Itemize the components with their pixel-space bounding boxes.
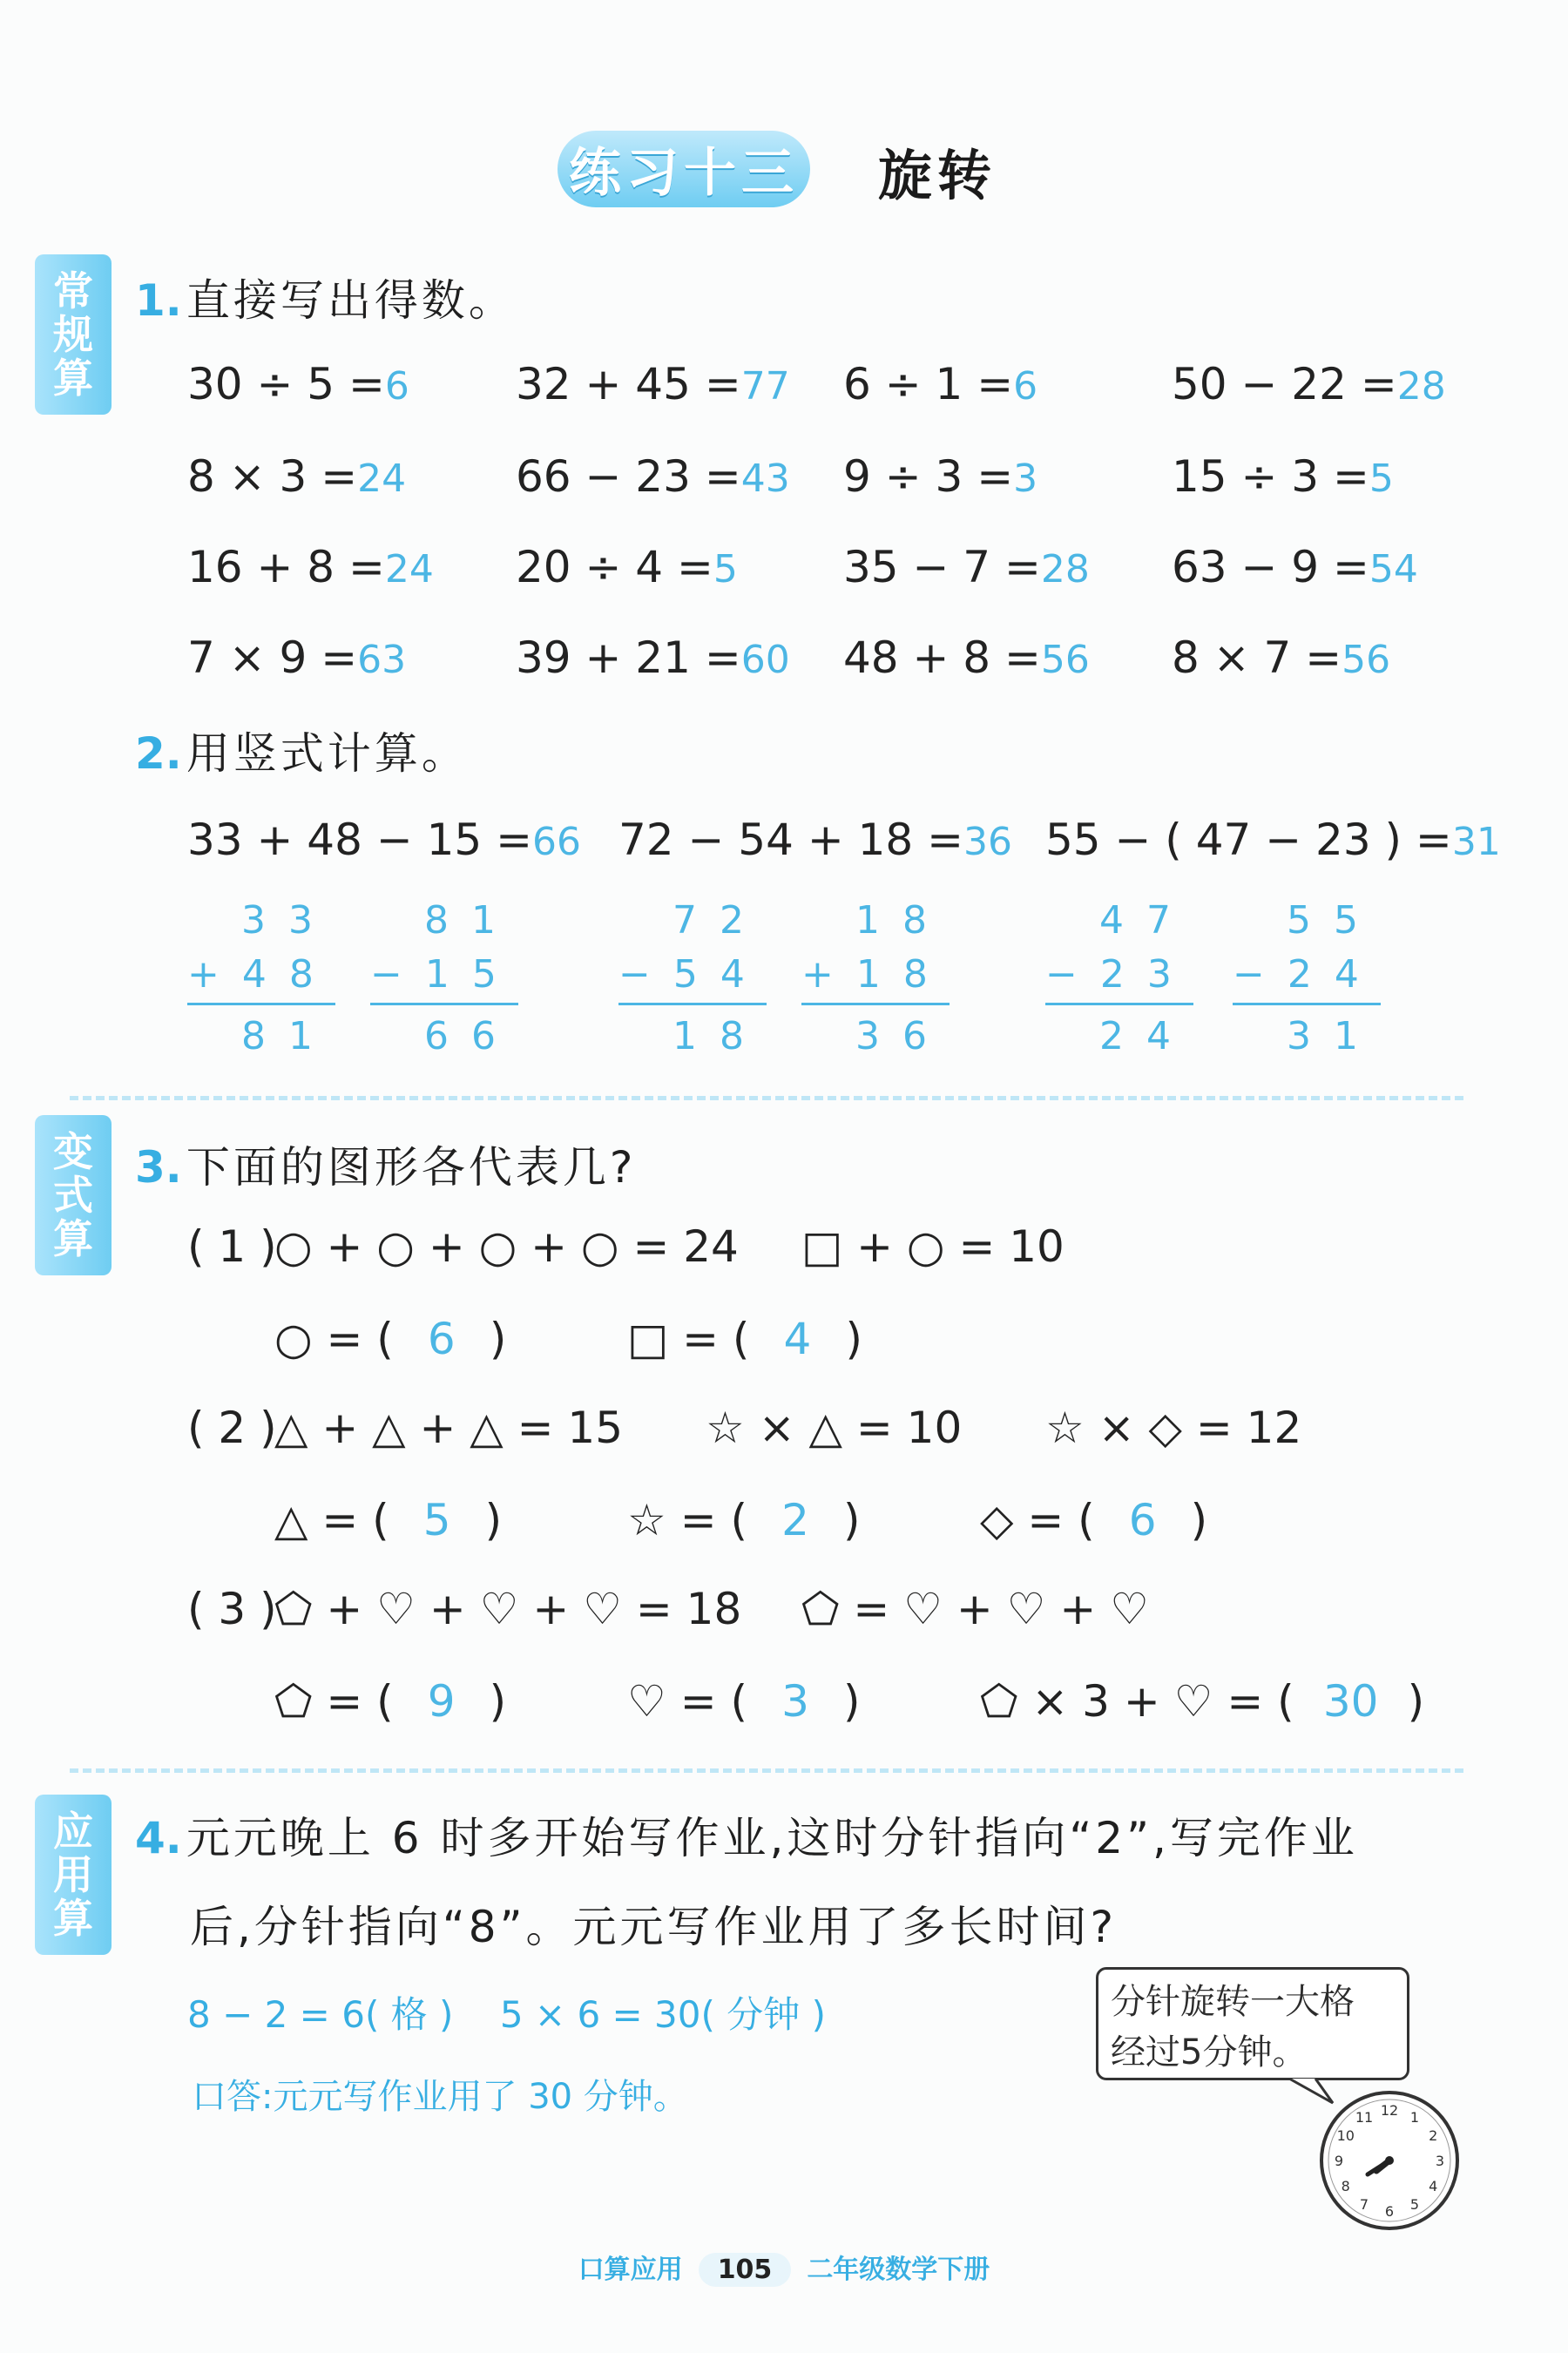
tag-char: 常: [53, 267, 93, 314]
vc-result: 24: [1099, 1013, 1193, 1058]
q1-item: [1172, 359, 1446, 409]
vc-middle: [618, 947, 767, 1001]
footer-left: 口算应用: [578, 2255, 683, 2285]
vc-operator: −: [1233, 951, 1288, 997]
page-footer: [0, 2248, 1568, 2287]
question-number: 3.: [135, 1142, 182, 1193]
q1-item: [516, 632, 790, 683]
part-3-answer-3: [980, 1676, 1424, 1727]
question-text: 用竖式计算。: [186, 728, 469, 779]
vc-result: 66: [424, 1013, 518, 1058]
clock-number: 6: [1384, 2203, 1395, 2220]
tag-routine: [35, 254, 112, 415]
tag-variant: [35, 1115, 112, 1275]
part-2-equation-3: ☆ × ◇ = 12: [1045, 1403, 1302, 1453]
part-1-equation-2: □ + ○ = 10: [801, 1221, 1064, 1272]
clock-number: 10: [1336, 2127, 1355, 2144]
q4-answer: 口答:元元写作业用了 30 分钟。: [192, 2077, 688, 2117]
q1-item: [843, 359, 1037, 409]
expr: 35 − 7 =: [843, 542, 1041, 592]
question-text: 直接写出得数。: [186, 275, 516, 326]
clock-number: 2: [1429, 2127, 1438, 2144]
expr: 15 ÷ 3 =: [1172, 451, 1369, 502]
answer: 24: [357, 456, 407, 501]
answer: 5: [1369, 456, 1394, 501]
q1-item: [843, 451, 1037, 502]
page-title: 旋转: [878, 144, 997, 207]
vc-top: 33: [241, 897, 335, 943]
section-divider: [70, 1768, 1463, 1773]
vc-operand: 54: [672, 951, 767, 997]
vc-middle: [1233, 947, 1381, 1001]
part-3-answer-1: [274, 1676, 506, 1727]
vc-operator: −: [370, 951, 425, 997]
answer: 60: [740, 638, 790, 682]
page-number: 105: [699, 2253, 792, 2287]
close-paren: ): [484, 1495, 503, 1545]
part-3-label: ( 3 ): [187, 1584, 277, 1634]
close-paren: ): [843, 1495, 861, 1545]
vc-operand: 18: [855, 951, 950, 997]
tag-char: 变: [53, 1128, 93, 1175]
question-number: 1.: [135, 275, 182, 326]
vc-operand: 48: [241, 951, 336, 997]
vc-line: [1045, 1003, 1193, 1005]
expr: 20 ÷ 4 =: [516, 542, 713, 592]
vc-line: [801, 1003, 950, 1005]
tag-char: 算: [53, 1215, 93, 1262]
vc-top: 18: [855, 897, 950, 943]
answer: 66: [532, 820, 582, 864]
label: ♡ = (: [627, 1676, 748, 1727]
close-paren: ): [1407, 1676, 1425, 1727]
question-number: 2.: [135, 728, 182, 779]
part-2-equation-2: ☆ × △ = 10: [706, 1403, 963, 1453]
expr: 48 + 8 =: [843, 632, 1041, 683]
vc-result: 81: [241, 1013, 335, 1058]
answer: 63: [357, 638, 407, 682]
clock-number: 5: [1409, 2196, 1420, 2214]
vc-result: 18: [672, 1013, 767, 1058]
question-2-heading: [135, 719, 469, 781]
vc-operand: 15: [424, 951, 519, 997]
answer: 2: [781, 1495, 809, 1545]
clock-number: 3: [1435, 2153, 1445, 2169]
label: ⬠ × 3 + ♡ = (: [980, 1676, 1294, 1727]
clock-number: 8: [1341, 2178, 1350, 2194]
answer: 6: [427, 1314, 456, 1364]
q1-item: [1172, 632, 1390, 683]
q1-item: [1172, 451, 1394, 502]
q1-item: [187, 632, 406, 683]
expr: 9 ÷ 3 =: [843, 451, 1014, 502]
question-text: 下面的图形各代表几?: [186, 1142, 637, 1193]
expr: 39 + 21 =: [516, 632, 741, 683]
vc-top: 72: [672, 897, 767, 943]
part-2-answer-3: [980, 1495, 1207, 1545]
vertical-calc: [370, 893, 518, 1063]
vertical-calc: [618, 893, 767, 1063]
part-1-equation-1: ○ + ○ + ○ + ○ = 24: [274, 1221, 739, 1272]
answer: 56: [1342, 638, 1391, 682]
q1-item: [1172, 542, 1418, 592]
q1-item: [843, 542, 1090, 592]
answer: 3: [1013, 456, 1038, 501]
q2-expression-2: [618, 815, 1012, 865]
part-3-answer-2: [627, 1676, 861, 1727]
vc-line: [370, 1003, 518, 1005]
vc-result: 36: [855, 1013, 950, 1058]
vc-middle: [1045, 947, 1193, 1001]
vc-operand: 24: [1287, 951, 1382, 997]
vc-top: 81: [424, 897, 518, 943]
vc-top: 55: [1287, 897, 1381, 943]
vc-result: 31: [1287, 1013, 1381, 1058]
part-2-label: ( 2 ): [187, 1403, 277, 1453]
label: ◇ = (: [980, 1495, 1095, 1545]
tag-char: 用: [53, 1851, 93, 1898]
question-number: 4.: [135, 1813, 182, 1863]
part-1-answer-2: [627, 1314, 862, 1364]
part-2-equation-1: △ + △ + △ = 15: [274, 1403, 624, 1453]
part-2-answer-2: [627, 1495, 861, 1545]
part-3-equation-2: ⬠ = ♡ + ♡ + ♡: [801, 1584, 1149, 1634]
vc-middle: [370, 947, 518, 1001]
vc-line: [618, 1003, 767, 1005]
answer: 77: [740, 364, 790, 409]
q4-working: 8 − 2 = 6( 格 ) 5 × 6 = 30( 分钟 ): [187, 1993, 826, 2036]
tag-char: 应: [53, 1808, 93, 1855]
label: ☆ = (: [627, 1495, 748, 1545]
vertical-calc: [187, 893, 335, 1063]
vc-operator: +: [801, 951, 856, 997]
label: △ = (: [274, 1495, 389, 1545]
q1-item: [843, 632, 1090, 683]
vc-top: 47: [1099, 897, 1193, 943]
question-text-line-1: 元元晚上 6 时多开始写作业,这时分针指向“2”,写完作业: [186, 1813, 1358, 1863]
answer: 30: [1322, 1676, 1379, 1727]
tag-char: 式: [53, 1172, 93, 1219]
question-3-heading: [135, 1133, 636, 1195]
expr: 72 − 54 + 18 =: [618, 815, 964, 865]
tag-char: 算: [53, 1895, 93, 1942]
expr: 30 ÷ 5 =: [187, 359, 385, 409]
q1-item: [516, 542, 738, 592]
part-1-label: ( 1 ): [187, 1221, 277, 1272]
vertical-calc: [1045, 893, 1193, 1063]
vc-line: [1233, 1003, 1381, 1005]
clock-icon: [1315, 2086, 1463, 2235]
vc-operator: +: [187, 951, 242, 997]
answer: 9: [427, 1676, 456, 1727]
section-divider: [70, 1096, 1463, 1100]
answer: 4: [783, 1314, 812, 1364]
q1-item: [516, 451, 790, 502]
answer: 28: [1040, 547, 1090, 592]
hint-line-1: 分针旋转一大格: [1111, 1982, 1355, 2022]
clock-number: 4: [1429, 2178, 1438, 2194]
clock-number: 9: [1334, 2153, 1344, 2169]
q2-expression-3: [1045, 815, 1501, 865]
close-paren: ): [489, 1676, 507, 1727]
close-paren: ): [843, 1676, 861, 1727]
footer-right: 二年级数学下册: [807, 2255, 990, 2285]
answer: 3: [781, 1676, 809, 1727]
expr: 50 − 22 =: [1172, 359, 1397, 409]
part-2-answer-1: [274, 1495, 502, 1545]
expr: 8 × 7 =: [1172, 632, 1342, 683]
vc-middle: [801, 947, 950, 1001]
q1-item: [516, 359, 790, 409]
answer: 6: [384, 364, 409, 409]
q2-expression-1: [187, 815, 581, 865]
tag-char: 算: [53, 355, 93, 402]
tag-application: [35, 1795, 112, 1955]
answer: 56: [1040, 638, 1090, 682]
vertical-calc: [1233, 893, 1381, 1063]
label: ⬠ = (: [274, 1676, 394, 1727]
clock-number: 1: [1409, 2108, 1420, 2126]
expr: 7 × 9 =: [187, 632, 358, 683]
q1-item: [187, 542, 434, 592]
label: □ = (: [627, 1314, 750, 1364]
expr: 63 − 9 =: [1172, 542, 1369, 592]
answer: 24: [384, 547, 434, 592]
hint-bubble: [1096, 1967, 1409, 2080]
hint-line-2: 经过5分钟。: [1111, 2032, 1308, 2072]
answer: 6: [1128, 1495, 1157, 1545]
answer: 5: [713, 547, 738, 592]
vc-operator: −: [1045, 951, 1100, 997]
expr: 55 − ( 47 − 23 ) =: [1045, 815, 1452, 865]
close-paren: ): [845, 1314, 862, 1364]
q1-item: [187, 451, 406, 502]
expr: 33 + 48 − 15 =: [187, 815, 533, 865]
expr: 8 × 3 =: [187, 451, 358, 502]
q1-item: [187, 359, 409, 409]
answer: 6: [1013, 364, 1038, 409]
question-text-line-2: 后,分针指向“8”。元元写作业用了多长时间?: [190, 1902, 1118, 1952]
label: ○ = (: [274, 1314, 394, 1364]
answer: 43: [740, 456, 790, 501]
question-4-heading: [135, 1803, 1494, 1866]
vertical-calc: [801, 893, 950, 1063]
close-paren: ): [1190, 1495, 1208, 1545]
expr: 16 + 8 =: [187, 542, 385, 592]
exercise-pill: 练习十三: [558, 131, 810, 207]
clock-number: 7: [1359, 2196, 1369, 2214]
vc-middle: [187, 947, 335, 1001]
question-1-heading: [135, 266, 516, 328]
clock-number: 11: [1355, 2108, 1374, 2126]
vc-operator: −: [618, 951, 673, 997]
clock-number: 12: [1380, 2102, 1399, 2119]
answer: 54: [1369, 547, 1418, 592]
part-3-equation-1: ⬠ + ♡ + ♡ + ♡ = 18: [274, 1584, 742, 1634]
vc-operand: 23: [1099, 951, 1194, 997]
part-1-answer-1: [274, 1314, 506, 1364]
expr: 66 − 23 =: [516, 451, 741, 502]
answer: 5: [422, 1495, 451, 1545]
answer: 28: [1396, 364, 1446, 409]
close-paren: ): [489, 1314, 507, 1364]
expr: 6 ÷ 1 =: [843, 359, 1014, 409]
tag-char: 规: [53, 311, 93, 358]
answer: 36: [963, 820, 1013, 864]
expr: 32 + 45 =: [516, 359, 741, 409]
answer: 31: [1451, 820, 1501, 864]
vc-line: [187, 1003, 335, 1005]
